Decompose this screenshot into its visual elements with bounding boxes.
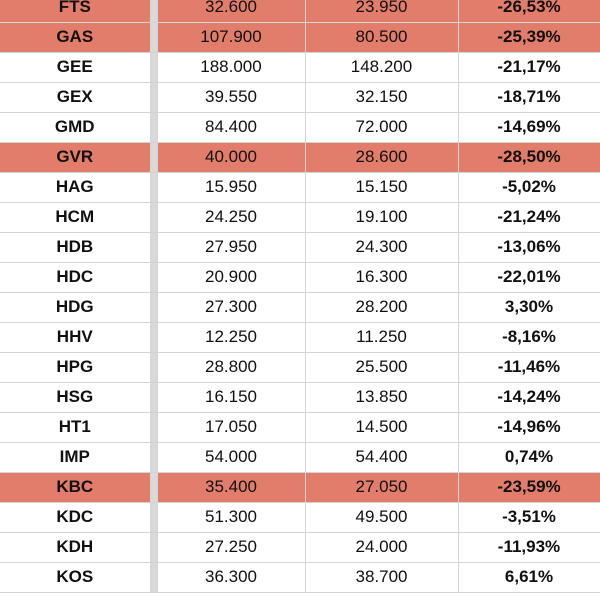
code-cell[interactable]: IMP [0,442,150,472]
value-1-cell[interactable]: 36.300 [157,562,305,592]
code-cell[interactable]: HCM [0,202,150,232]
value-1-cell[interactable]: 107.900 [157,22,305,52]
table-row [0,82,600,112]
table-row [0,172,600,202]
code-cell[interactable]: KOS [0,562,150,592]
value-1-cell[interactable]: 17.050 [157,412,305,442]
column-separator [150,352,157,382]
value-1-cell[interactable]: 27.300 [157,292,305,322]
code-cell[interactable]: HAG [0,172,150,202]
percent-change-cell[interactable]: -11,93% [458,532,600,562]
table-row [0,112,600,142]
table-row [0,412,600,442]
value-2-cell[interactable]: 11.250 [305,322,458,352]
value-1-cell[interactable]: 16.150 [157,382,305,412]
value-1-cell[interactable]: 28.800 [157,352,305,382]
percent-change-cell[interactable]: -21,24% [458,202,600,232]
percent-change-cell[interactable]: -28,50% [458,142,600,172]
code-cell[interactable]: HPG [0,352,150,382]
percent-change-cell[interactable]: 0,74% [458,442,600,472]
value-2-cell[interactable]: 72.000 [305,112,458,142]
column-separator [150,142,157,172]
code-cell[interactable]: KBC [0,472,150,502]
table-row [0,382,600,412]
column-separator [150,262,157,292]
value-2-cell[interactable]: 24.300 [305,232,458,262]
table-row [0,202,600,232]
value-1-cell[interactable]: 51.300 [157,502,305,532]
value-2-cell[interactable]: 49.500 [305,502,458,532]
column-separator [150,322,157,352]
table-row [0,22,600,52]
value-2-cell[interactable]: 32.150 [305,82,458,112]
table-row [0,0,600,22]
code-cell[interactable]: GVR [0,142,150,172]
value-1-cell[interactable]: 27.950 [157,232,305,262]
percent-change-cell[interactable]: 3,30% [458,292,600,322]
value-2-cell[interactable]: 54.400 [305,442,458,472]
percent-change-cell[interactable]: -21,17% [458,52,600,82]
percent-change-cell[interactable]: -14,24% [458,382,600,412]
percent-change-cell[interactable]: -13,06% [458,232,600,262]
value-2-cell[interactable]: 14.500 [305,412,458,442]
column-separator [150,442,157,472]
code-cell[interactable]: HDB [0,232,150,262]
value-1-cell[interactable]: 20.900 [157,262,305,292]
table-row [0,52,600,82]
value-2-cell[interactable]: 27.050 [305,472,458,502]
percent-change-cell[interactable]: -22,01% [458,262,600,292]
column-separator [150,232,157,262]
code-cell[interactable]: HDG [0,292,150,322]
percent-change-cell[interactable]: -3,51% [458,502,600,532]
value-2-cell[interactable]: 13.850 [305,382,458,412]
code-cell[interactable]: GEX [0,82,150,112]
value-2-cell[interactable]: 16.300 [305,262,458,292]
value-2-cell[interactable]: 28.600 [305,142,458,172]
table-row [0,292,600,322]
value-2-cell[interactable]: 28.200 [305,292,458,322]
percent-change-cell[interactable]: -25,39% [458,22,600,52]
value-2-cell[interactable]: 148.200 [305,52,458,82]
value-1-cell[interactable]: 40.000 [157,142,305,172]
percent-change-cell[interactable]: -14,69% [458,112,600,142]
table-row [0,232,600,262]
code-cell[interactable]: HHV [0,322,150,352]
column-separator [150,22,157,52]
value-1-cell[interactable]: 188.000 [157,52,305,82]
table-row [0,562,600,592]
percent-change-cell[interactable]: -11,46% [458,352,600,382]
code-cell[interactable]: GMD [0,112,150,142]
table-row [0,322,600,352]
value-1-cell[interactable]: 84.400 [157,112,305,142]
table-row [0,502,600,532]
value-2-cell[interactable]: 24.000 [305,532,458,562]
table-row [0,442,600,472]
value-1-cell[interactable]: 12.250 [157,322,305,352]
percent-change-cell[interactable]: -26,53% [458,0,600,22]
value-1-cell[interactable]: 24.250 [157,202,305,232]
value-1-cell[interactable]: 35.400 [157,472,305,502]
value-2-cell[interactable]: 19.100 [305,202,458,232]
column-separator [150,562,157,592]
value-2-cell[interactable]: 15.150 [305,172,458,202]
code-cell[interactable]: GEE [0,52,150,82]
column-separator [150,52,157,82]
column-separator [150,502,157,532]
table-row [0,472,600,502]
code-cell[interactable]: GAS [0,22,150,52]
column-separator [150,292,157,322]
column-separator [150,532,157,562]
code-cell[interactable]: KDC [0,502,150,532]
column-separator [150,0,157,22]
value-2-cell[interactable]: 23.950 [305,0,458,22]
code-cell[interactable]: FTS [0,0,150,22]
percent-change-cell[interactable]: -18,71% [458,82,600,112]
value-1-cell[interactable]: 39.550 [157,82,305,112]
code-cell[interactable]: KDH [0,532,150,562]
column-separator [150,472,157,502]
column-separator [150,172,157,202]
value-1-cell[interactable]: 15.950 [157,172,305,202]
table-row [0,262,600,292]
value-2-cell[interactable]: 80.500 [305,22,458,52]
column-separator [150,202,157,232]
table-row [0,142,600,172]
percent-change-cell[interactable]: -8,16% [458,322,600,352]
value-1-cell[interactable]: 27.250 [157,532,305,562]
value-1-cell[interactable]: 32.600 [157,0,305,22]
value-1-cell[interactable]: 54.000 [157,442,305,472]
value-2-cell[interactable]: 38.700 [305,562,458,592]
percent-change-cell[interactable]: 6,61% [458,562,600,592]
code-cell[interactable]: HT1 [0,412,150,442]
percent-change-cell[interactable]: -5,02% [458,172,600,202]
percent-change-cell[interactable]: -23,59% [458,472,600,502]
table-row [0,352,600,382]
percent-change-cell[interactable]: -14,96% [458,412,600,442]
value-2-cell[interactable]: 25.500 [305,352,458,382]
code-cell[interactable]: HSG [0,382,150,412]
column-separator [150,112,157,142]
code-cell[interactable]: HDC [0,262,150,292]
column-separator [150,382,157,412]
column-separator [150,82,157,112]
column-separator [150,412,157,442]
table-row [0,532,600,562]
